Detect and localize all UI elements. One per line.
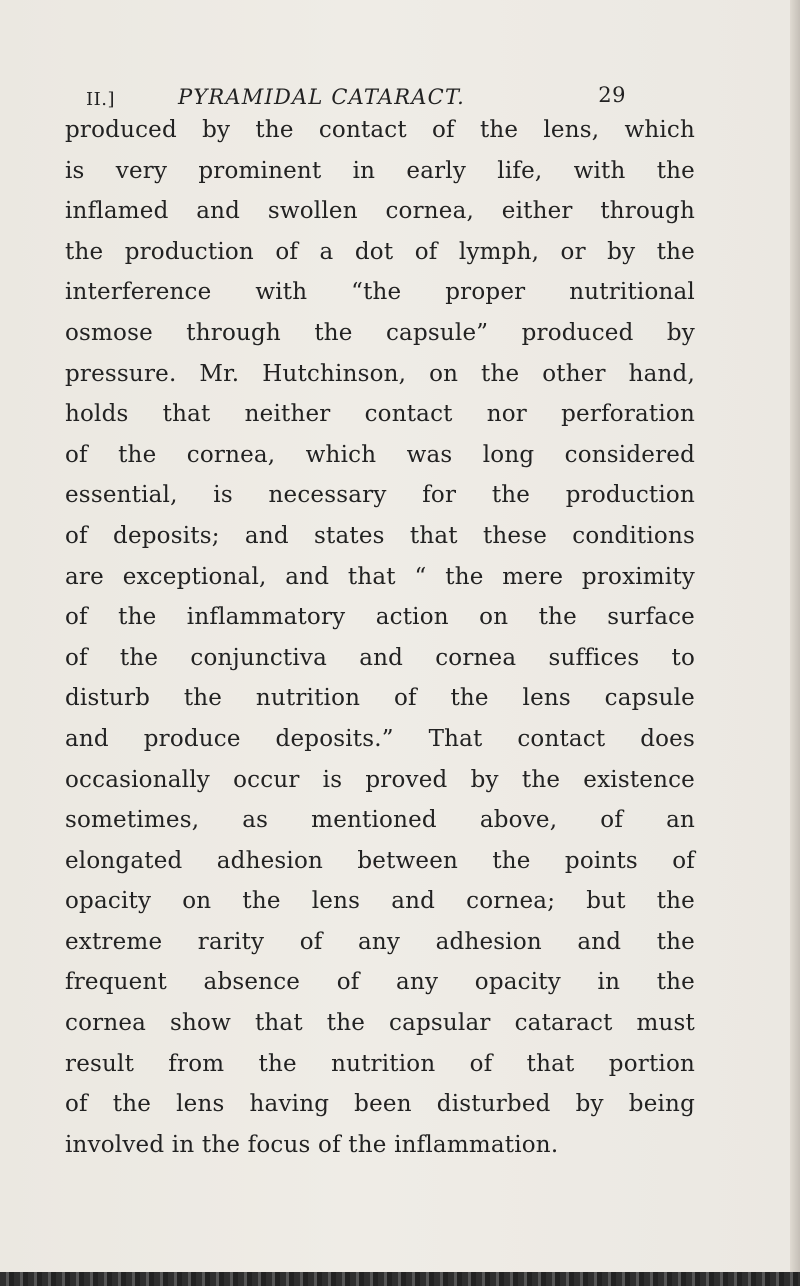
- text-line: osmose through the capsule” produced by: [65, 319, 695, 346]
- page-edge-shadow: [790, 0, 800, 1286]
- chapter-marker: II.]: [86, 89, 115, 110]
- text-line: cornea show that the capsular cataract must: [65, 1010, 695, 1037]
- text-line: occasionally occur is proved by the existence: [65, 766, 695, 793]
- text-line: of deposits; and states that these conditions: [65, 522, 695, 549]
- body-text: [65, 110, 715, 1165]
- text-line: disturb the nutrition of the lens capsule: [65, 685, 695, 712]
- text-line: are exceptional, and that “ the mere proximity: [65, 563, 695, 590]
- text-line: of the inflammatory action on the surface: [65, 604, 695, 631]
- text-line: involved in the focus of the inflammation.: [65, 1131, 559, 1158]
- text-line: of the conjunctiva and cornea suffices to: [65, 644, 695, 671]
- scan-bottom-edge: [0, 1272, 800, 1286]
- text-line: inflamed and swollen cornea, either through: [65, 198, 695, 225]
- text-line: sometimes, as mentioned above, of an: [65, 807, 695, 834]
- text-line: result from the nutrition of that portion: [65, 1050, 695, 1077]
- text-line: of the cornea, which was long considered: [65, 441, 695, 468]
- text-line: produced by the contact of the lens, which: [65, 117, 695, 143]
- text-line: and produce deposits.” That contact does: [65, 725, 695, 752]
- text-line: essential, is necessary for the production: [65, 482, 695, 509]
- text-line: opacity on the lens and cornea; but the: [65, 888, 695, 915]
- text-line: interference with “the proper nutritional: [65, 279, 695, 306]
- text-line: extreme rarity of any adhesion and the: [65, 928, 695, 955]
- text-line: pressure. Mr. Hutchinson, on the other hand,: [65, 360, 695, 387]
- text-line: holds that neither contact nor perforation: [65, 401, 695, 428]
- page-number: 29: [598, 83, 626, 107]
- text-line: the production of a dot of lymph, or by the: [65, 238, 695, 265]
- text-line: elongated adhesion between the points of: [65, 847, 695, 874]
- running-title: PYRAMIDAL CATARACT.: [178, 85, 465, 109]
- text-line: frequent absence of any opacity in the: [65, 969, 695, 996]
- text-line: is very prominent in early life, with the: [65, 157, 695, 184]
- text-line: of the lens having been disturbed by being: [65, 1091, 695, 1118]
- running-header: [86, 82, 626, 112]
